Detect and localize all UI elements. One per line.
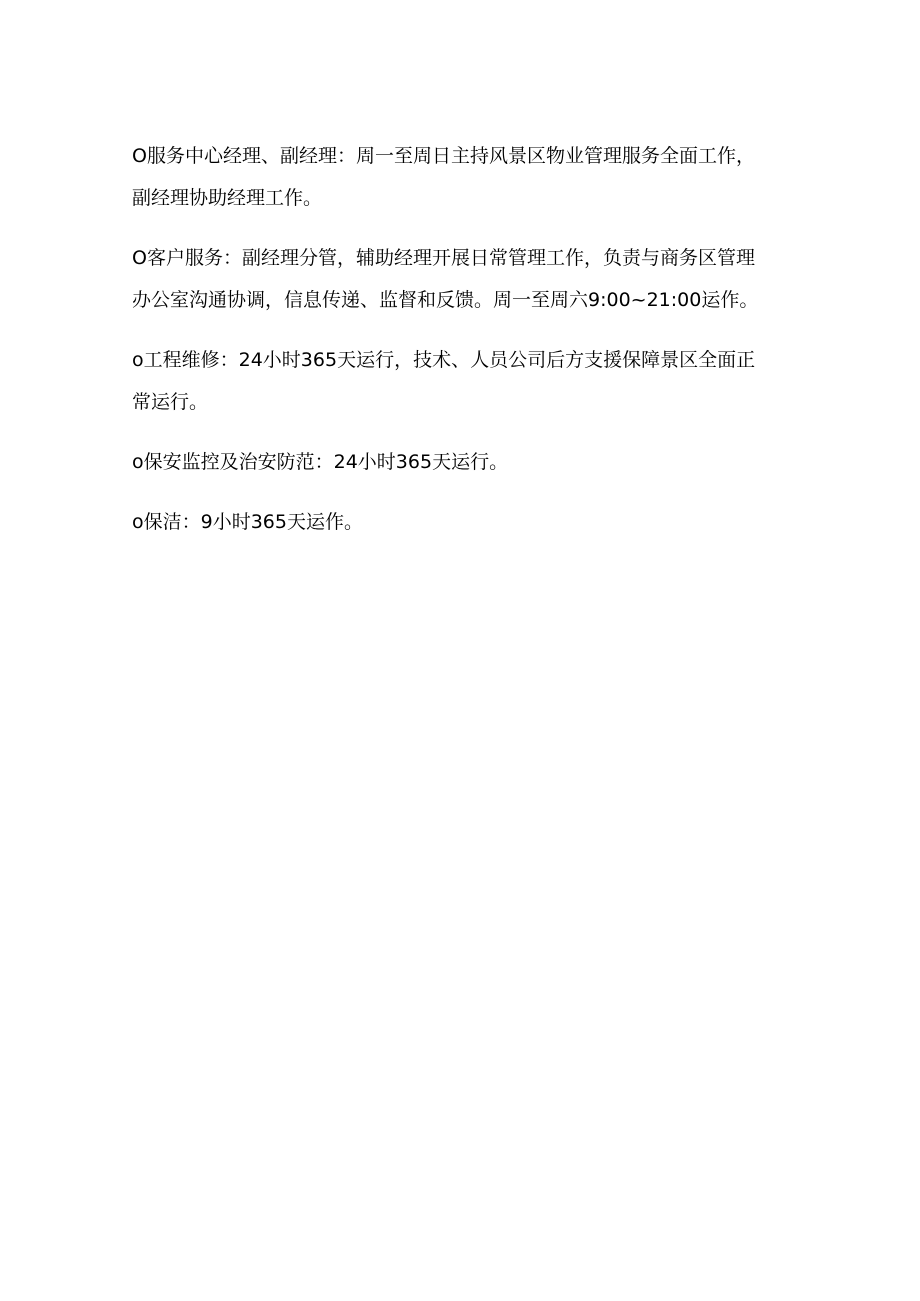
paragraph-service-center-manager (132, 135, 812, 219)
text-line: 副经理协助经理工作。 (132, 187, 323, 209)
paragraph-customer-service (132, 237, 812, 321)
text-line: o保安监控及治安防范：24小时365天运行。 (132, 451, 509, 473)
text-line: o保洁：9小时365天运作。 (132, 511, 363, 533)
text-line: 办公室沟通协调，信息传递、监督和反馈。周一至周六9:00~21:00运作。 (132, 289, 759, 311)
text-line: 常运行。 (132, 391, 209, 413)
text-line: O客户服务：副经理分管，辅助经理开展日常管理工作，负责与商务区管理 (132, 247, 755, 269)
paragraph-engineering-maintenance (132, 339, 812, 423)
text-line: O服务中心经理、副经理：周一至周日主持风景区物业管理服务全面工作， (132, 145, 755, 167)
paragraph-cleaning (132, 501, 812, 543)
paragraph-security-monitoring (132, 441, 812, 483)
document-body (132, 135, 812, 543)
text-line: o工程维修：24小时365天运行，技术、人员公司后方支援保障景区全面正 (132, 349, 756, 371)
